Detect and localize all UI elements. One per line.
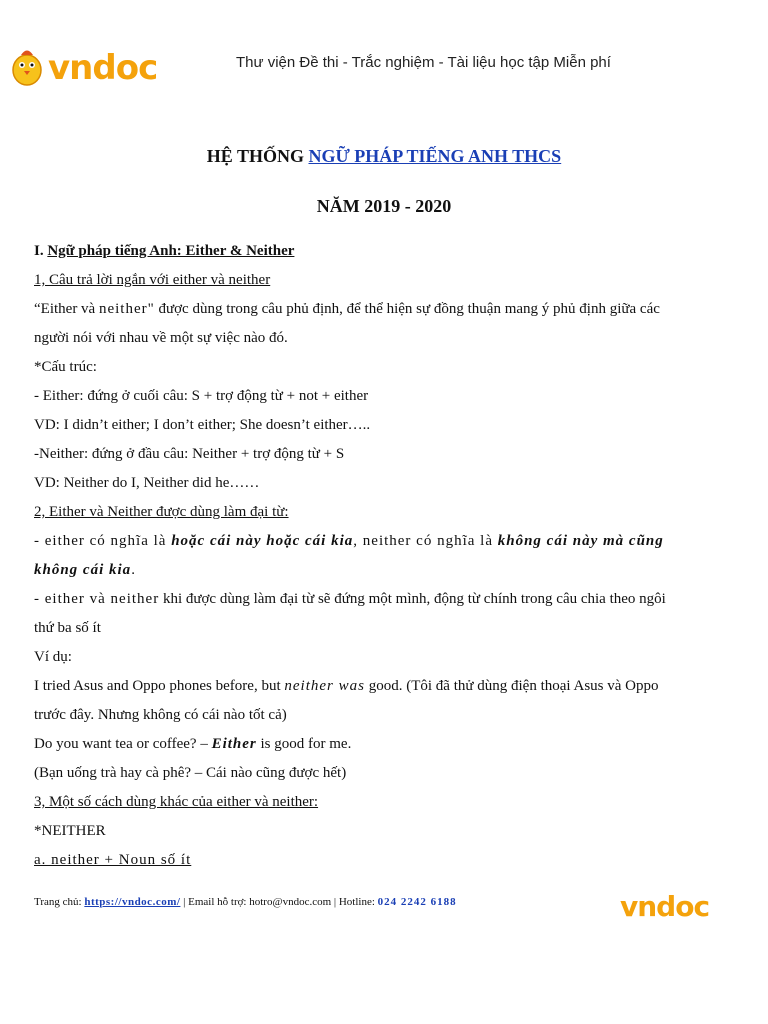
vndoc-logo[interactable] — [8, 48, 158, 92]
subheading-3a: a. neither + Noun số ít — [34, 852, 192, 868]
text-run: Do you want tea or coffee? – — [34, 736, 212, 752]
section-title: Ngữ pháp tiếng Anh: Either & Neither — [47, 243, 295, 259]
paragraph-line: trước đây. Nhưng không có cái nào tốt cả) — [34, 707, 287, 723]
footer-logo: vndoc — [620, 890, 710, 923]
section-heading-1 — [34, 240, 734, 269]
page-footer — [34, 896, 457, 908]
text-run: . — [131, 562, 135, 578]
paragraph-line — [34, 733, 734, 762]
paragraph-line: thứ ba số ít — [34, 620, 101, 636]
paragraph-line: VD: Neither do I, Neither did he…… — [34, 475, 260, 491]
text-run: khi được dùng làm đại từ sẽ đứng một mình, động từ chính trong câu chia theo ngôi — [159, 591, 666, 607]
text-run: “Either và — [34, 301, 99, 317]
text-run: neither was — [284, 678, 365, 694]
footer-home-link[interactable]: https://vndoc.com/ — [84, 896, 181, 908]
paragraph-line: VD: I didn’t either; I don’t either; She doesn’t either….. — [34, 417, 371, 433]
document-body — [34, 240, 734, 878]
paragraph-line: *Cấu trúc: — [34, 359, 97, 375]
paragraph-line — [34, 530, 734, 559]
footer-hotline: 024 2242 6188 — [377, 896, 457, 908]
chick-mascot-icon — [8, 44, 46, 88]
text-run: được dùng trong câu phủ định, để thể hiện sự đồng thuận mang ý phủ định giữa các — [154, 301, 660, 317]
footer-contact: | Email hỗ trợ: hotro@vndoc.com | Hotline: — [180, 896, 378, 908]
paragraph-line: *NEITHER — [34, 823, 106, 839]
paragraph-line — [34, 559, 734, 588]
subheading-1: 1, Câu trả lời ngắn với either và neither — [34, 272, 271, 288]
paragraph-line: -Neither: đứng ở đầu câu: Neither + trợ động từ + S — [34, 446, 345, 462]
text-run: good. (Tôi đã thử dùng điện thoại Asus và Oppo — [364, 678, 659, 694]
paragraph-line: người nói với nhau về một sự việc nào đó. — [34, 330, 288, 346]
paragraph-line — [34, 588, 734, 617]
document-year: NĂM 2019 - 2020 — [316, 196, 452, 216]
logo-text: vndoc — [48, 48, 158, 88]
document-title — [0, 146, 768, 167]
subheading-2: 2, Either và Neither được dùng làm đại từ: — [34, 504, 289, 520]
title-prefix: HỆ THỐNG — [206, 146, 309, 166]
text-run: I tried Asus and Oppo phones before, but — [34, 678, 285, 694]
text-run: - either và neither — [34, 591, 160, 607]
text-run: neither" — [98, 301, 155, 317]
paragraph-line: Ví dụ: — [34, 649, 72, 665]
page-header — [0, 38, 768, 98]
text-run: hoặc cái này hoặc cái kia — [171, 533, 354, 549]
text-run: , neither có nghĩa là — [353, 533, 498, 549]
paragraph-line: (Bạn uống trà hay cà phê? – Cái nào cũng được hết) — [34, 765, 347, 781]
paragraph-line — [34, 298, 734, 327]
text-run: is good for me. — [256, 736, 352, 752]
subheading-3: 3, Một số cách dùng khác của either và neither: — [34, 794, 319, 810]
header-tagline: Thư viện Đề thi - Trắc nghiệm - Tài liệu học tập Miễn phí — [236, 54, 611, 71]
text-run: không cái này mà cũng — [497, 533, 664, 549]
section-number: I. — [34, 243, 48, 259]
title-link[interactable]: NGỮ PHÁP TIẾNG ANH THCS — [308, 146, 562, 166]
footer-home-label: Trang chủ: — [34, 896, 85, 908]
paragraph-line: - Either: đứng ở cuối câu: S + trợ động từ + not + either — [34, 388, 369, 404]
text-run: Either — [211, 736, 257, 752]
paragraph-line — [34, 675, 734, 704]
text-run: - either có nghĩa là — [34, 533, 172, 549]
text-run: không cái kia — [34, 562, 132, 578]
